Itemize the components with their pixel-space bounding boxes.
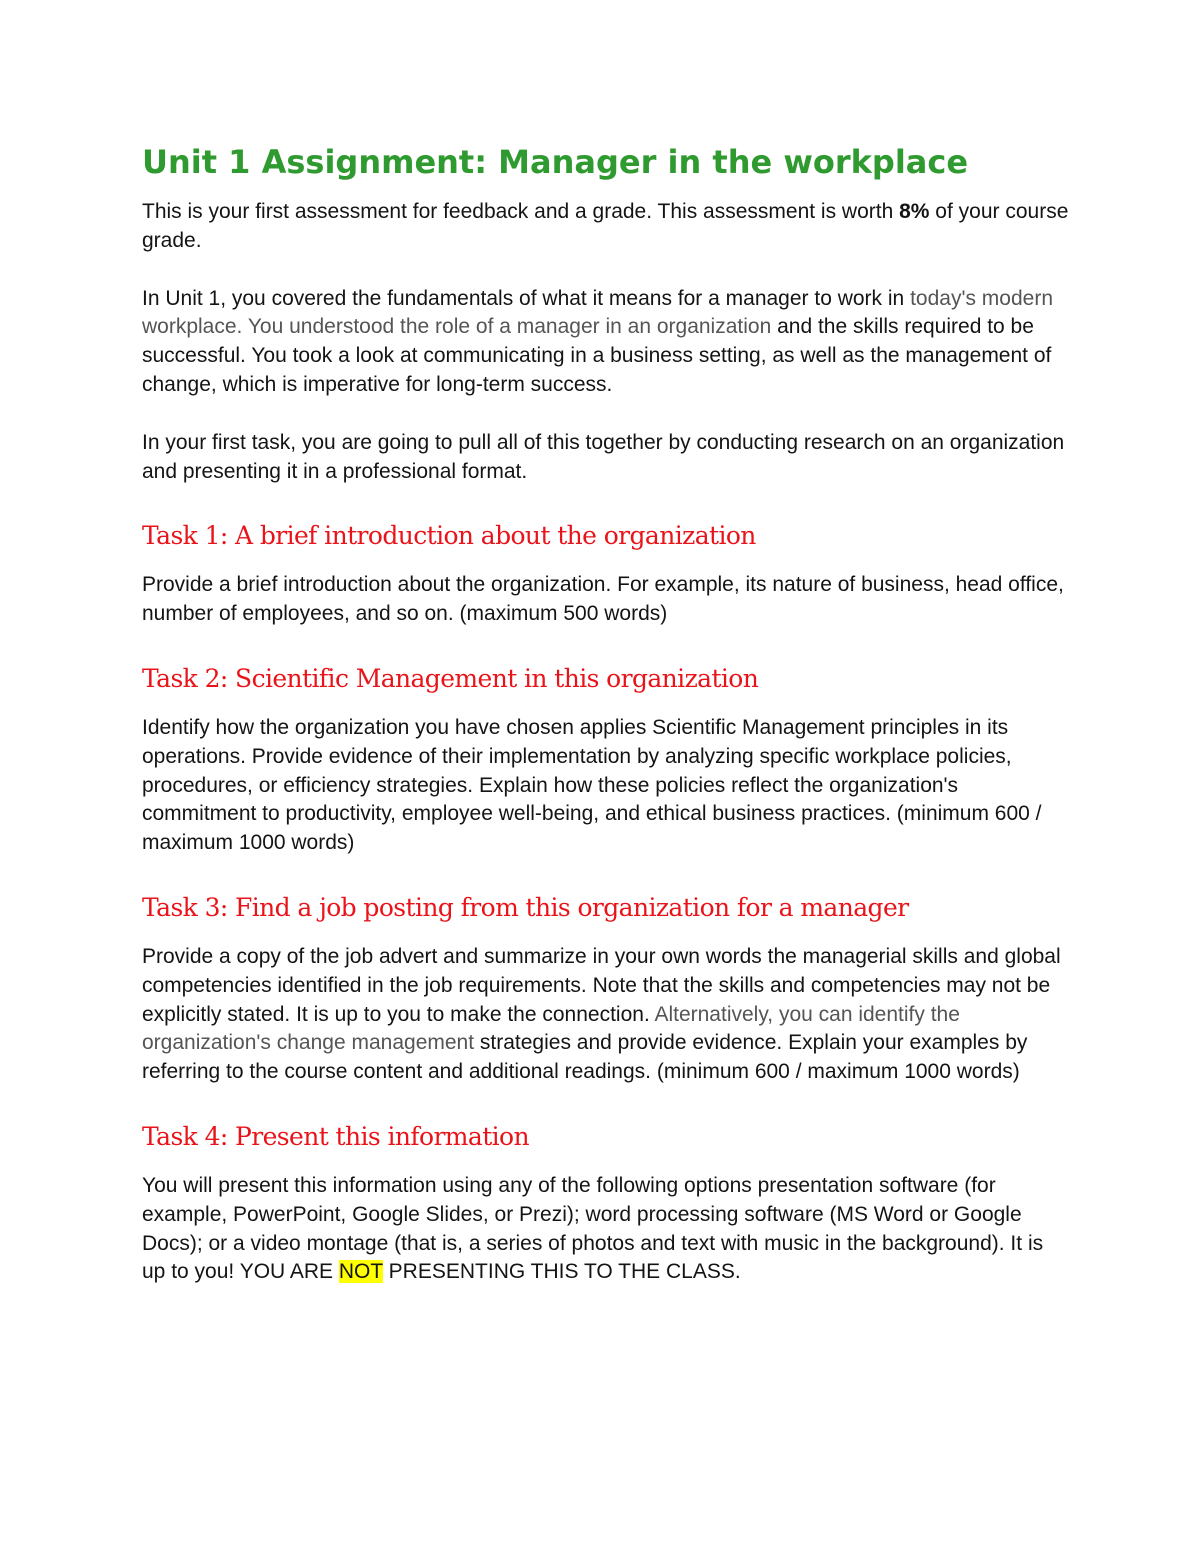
highlighted-not: NOT — [338, 1260, 383, 1284]
task-3-text-3: strategies and provide evidence. Explain your examples by referring to the course content and additional readings. (minimum 600 / maximum 1000 words) — [142, 1031, 1028, 1084]
task-4-heading: Task 4: Present this information — [142, 1121, 530, 1151]
task-4-body — [142, 1172, 1072, 1287]
unit-summary-paragraph — [142, 285, 1072, 400]
document-content — [142, 140, 1072, 1287]
task-1-body: Provide a brief introduction about the organization. For example, its nature of business, head office, number of employees, and so on. (maximum 500 words) — [142, 573, 1064, 626]
task-3-heading: Task 3: Find a job posting from this organization for a manager — [142, 892, 909, 922]
task-1-heading: Task 1: A brief introduction about the organization — [142, 521, 756, 551]
intro-text: This is your first assessment for feedback and a grade. This assessment is worth — [142, 200, 900, 223]
intro-text-end: of your course grade. — [142, 200, 1069, 252]
task-3-text-2: Alternatively, you can identify the organization's change management — [142, 1002, 960, 1055]
task-2-heading: Task 2: Scientific Management in this organization — [142, 663, 759, 693]
task-4-text-1: You will present this information using any of the following options presentation software (for example, PowerPoint, Google Slides, or Prezi); word processing software (MS Word or Google Docs); or a video montage (that is, a series of photos and text with music in the background). It is up to you! YOU ARE — [142, 1173, 1044, 1284]
task-3-text-1: Provide a copy of the job advert and summarize in your own words the managerial skills and global competencies identified in the job requirements. Note that the skills and competencies may not be explicitly stated. It is up to you to make the connection. — [142, 944, 1061, 1026]
task-2-body: Identify how the organization you have chosen applies Scientific Management principles in its operations. Provide evidence of their implementation by analyzing specific workplace policies, procedures, or efficiency strategies. Explain how these policies reflect the organization's commitment to productivity, employee well-being, and ethical business practices. (minimum 600 / maximum 1000 words) — [142, 715, 1042, 855]
unit-summary-text-3: and the skills required to be successful. You took a look at communicating in a business setting, as well as the management of change, which is imperative for long-term success. — [142, 315, 1052, 396]
intro-paragraph — [142, 198, 1072, 256]
task-4-text-2: PRESENTING THIS TO THE CLASS. — [382, 1260, 741, 1284]
unit-summary-text-1: In Unit 1, you covered the fundamentals of what it means for a manager to work in — [142, 286, 911, 310]
first-task-paragraph: In your first task, you are going to pull all of this together by conducting research on an organization and presenting it in a professional format. — [142, 430, 1065, 483]
page-title: Unit 1 Assignment: Manager in the workplace — [142, 143, 969, 181]
grade-weight: 8% — [899, 200, 930, 223]
task-3-body — [142, 943, 1072, 1087]
unit-summary-text-2: today's modern workplace. You understood the role of a manager in an organization — [142, 286, 1053, 339]
